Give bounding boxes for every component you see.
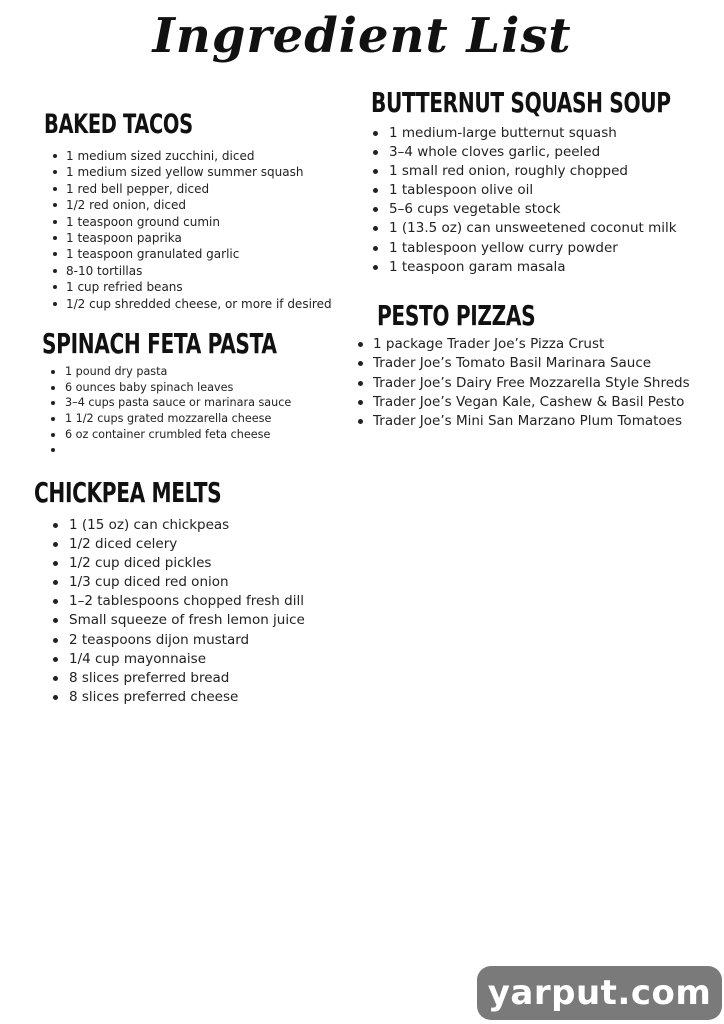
ingredient-list	[65, 364, 368, 458]
ingredient-item: 1 small red onion, roughly chopped	[389, 162, 724, 181]
ingredient-item: 1 medium sized zucchini, diced	[66, 148, 332, 164]
ingredient-item: 1 medium sized yellow summer squash	[66, 164, 332, 180]
ingredient-item: 1 tablespoon yellow curry powder	[389, 239, 724, 258]
ingredient-item: 1 teaspoon ground cumin	[66, 214, 332, 230]
ingredient-item: Trader Joe’s Mini San Marzano Plum Tomatoes	[373, 412, 690, 431]
ingredient-item: 1 red bell pepper, diced	[66, 181, 332, 197]
section-title: SPINACH FETA PASTA	[42, 327, 277, 360]
butternut-squash-soup-section	[371, 86, 724, 277]
ingredient-item: Small squeeze of fresh lemon juice	[69, 611, 305, 630]
ingredient-item: 8 slices preferred cheese	[69, 688, 305, 707]
baked-tacos-section	[44, 108, 332, 312]
ingredient-item: 1/2 diced celery	[69, 535, 305, 554]
ingredient-item: 1 teaspoon granulated garlic	[66, 246, 332, 262]
ingredient-item: 1/3 cup diced red onion	[69, 573, 305, 592]
ingredient-item: 1 tablespoon olive oil	[389, 181, 724, 200]
spinach-feta-pasta-section	[42, 326, 368, 458]
ingredient-item-empty	[65, 442, 368, 458]
ingredient-item: 1 medium-large butternut squash	[389, 124, 724, 143]
ingredient-item: Trader Joe’s Vegan Kale, Cashew & Basil Pesto	[373, 393, 690, 412]
ingredient-list	[373, 335, 690, 431]
section-title: CHICKPEA MELTS	[34, 476, 222, 509]
ingredient-item: 1 (13.5 oz) can unsweetened coconut milk	[389, 219, 724, 238]
ingredient-item: 1/2 cup shredded cheese, or more if desired	[66, 296, 332, 311]
ingredient-item: 1 1/2 cups grated mozzarella cheese	[65, 411, 368, 427]
ingredient-item: Trader Joe’s Tomato Basil Marinara Sauce	[373, 354, 690, 373]
watermark: yarput.com	[477, 966, 722, 1020]
ingredient-item: 1 pound dry pasta	[65, 364, 368, 380]
section-title: BAKED TACOS	[44, 109, 193, 140]
ingredient-list	[389, 124, 724, 277]
ingredient-item: 8 slices preferred bread	[69, 669, 305, 688]
ingredient-item: 1/2 red onion, diced	[66, 197, 332, 213]
ingredient-item: 1 teaspoon garam masala	[389, 258, 724, 277]
ingredient-item: 6 oz container crumbled feta cheese	[65, 427, 368, 443]
ingredient-item: 1/4 cup mayonnaise	[69, 650, 305, 669]
ingredient-item: 1/2 cup diced pickles	[69, 554, 305, 573]
ingredient-item: 2 teaspoons dijon mustard	[69, 631, 305, 650]
chickpea-melts-section	[34, 475, 305, 707]
ingredient-item: 1 (15 oz) can chickpeas	[69, 516, 305, 535]
ingredient-item: 1 teaspoon paprika	[66, 230, 332, 246]
ingredient-item: Trader Joe’s Dairy Free Mozzarella Style Shreds	[373, 374, 690, 393]
ingredient-item: 3–4 whole cloves garlic, peeled	[389, 143, 724, 162]
ingredient-item: 3–4 cups pasta sauce or marinara sauce	[65, 395, 368, 411]
ingredient-item: 6 ounces baby spinach leaves	[65, 380, 368, 396]
ingredient-item: 1–2 tablespoons chopped fresh dill	[69, 592, 305, 611]
page-title: Ingredient List	[152, 8, 572, 64]
ingredient-item: 1 cup refried beans	[66, 279, 332, 295]
ingredient-list	[69, 516, 305, 707]
pesto-pizzas-section	[373, 298, 690, 431]
section-title: BUTTERNUT SQUASH SOUP	[371, 86, 671, 119]
ingredient-list	[66, 148, 332, 312]
ingredient-item: 1 package Trader Joe’s Pizza Crust	[373, 335, 690, 354]
ingredient-item: 8-10 tortillas	[66, 263, 332, 279]
section-title: PESTO PIZZAS	[377, 299, 536, 332]
ingredient-item: 5–6 cups vegetable stock	[389, 200, 724, 219]
